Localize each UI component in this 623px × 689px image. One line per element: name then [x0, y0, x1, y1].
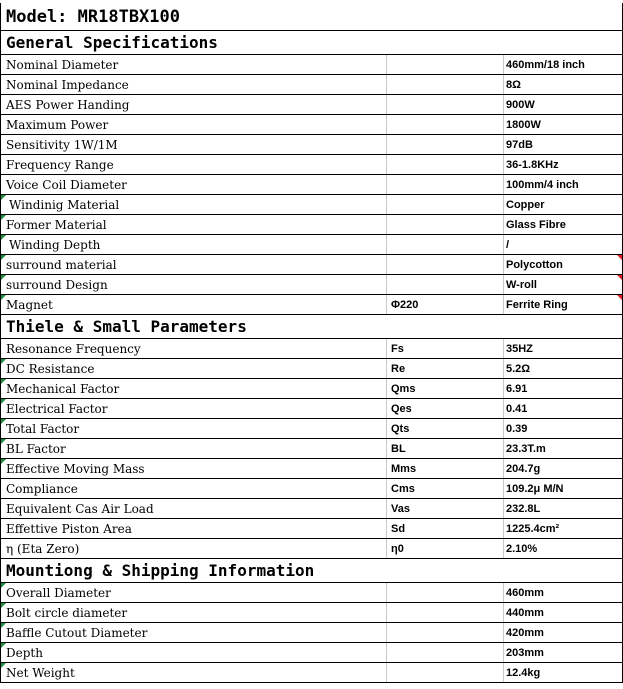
param-name: Bolt circle diameter [1, 603, 387, 622]
param-value: 900W [506, 98, 535, 111]
param-name: Overall Diameter [1, 583, 387, 602]
param-name: Total Factor [1, 419, 387, 438]
table-row[interactable] [1, 479, 622, 499]
table-row[interactable] [1, 135, 622, 155]
param-value: 203mm [506, 646, 544, 659]
param-name: Former Material [1, 215, 387, 234]
table-row[interactable] [1, 623, 622, 643]
param-name: BL Factor [1, 439, 387, 458]
param-value: 8Ω [506, 78, 521, 91]
param-symbol [387, 255, 504, 274]
param-name: Voice Coil Diameter [1, 175, 387, 194]
param-value: 12.4kg [506, 666, 541, 679]
param-symbol: BL [387, 439, 504, 458]
param-value: 35HZ [506, 342, 533, 355]
table-row[interactable] [1, 75, 622, 95]
param-value: / [506, 238, 510, 251]
param-name: Baffle Cutout Diameter [1, 623, 387, 642]
param-value: 232.8L [506, 502, 541, 515]
table-row[interactable] [1, 663, 622, 683]
param-symbol [387, 155, 504, 174]
table-row[interactable] [1, 419, 622, 439]
param-value: 2.10% [506, 542, 538, 555]
param-symbol: η0 [387, 539, 504, 558]
param-symbol [387, 643, 504, 662]
param-symbol [387, 175, 504, 194]
table-row[interactable] [1, 339, 622, 359]
section-general[interactable] [1, 31, 622, 55]
param-symbol: Mms [387, 459, 504, 478]
param-value: 204.7g [506, 462, 541, 475]
param-name: Resonance Frequency [1, 339, 387, 358]
table-row[interactable] [1, 155, 622, 175]
param-symbol: Sd [387, 519, 504, 538]
param-value: 1225.4cm² [506, 522, 560, 535]
param-name: Nominal Impedance [1, 75, 387, 94]
param-value: 460mm [506, 586, 544, 599]
param-name: Electrical Factor [1, 399, 387, 418]
section-title: Mountiong & Shipping Information [6, 561, 315, 580]
param-value: 420mm [506, 626, 544, 639]
model-row[interactable] [1, 3, 622, 31]
param-value: 5.2Ω [506, 362, 531, 375]
table-row[interactable] [1, 359, 622, 379]
section-title: Thiele & Small Parameters [6, 317, 247, 336]
table-row[interactable] [1, 95, 622, 115]
param-value: Ferrite Ring [506, 298, 568, 311]
table-row[interactable] [1, 255, 622, 275]
param-name: Mechanical Factor [1, 379, 387, 398]
param-symbol: Cms [387, 479, 504, 498]
param-symbol [387, 215, 504, 234]
table-row[interactable] [1, 379, 622, 399]
param-symbol: Re [387, 359, 504, 378]
table-row[interactable] [1, 215, 622, 235]
param-name: AES Power Handing [1, 95, 387, 114]
param-symbol [387, 275, 504, 294]
param-symbol: Vas [387, 499, 504, 518]
table-row[interactable] [1, 643, 622, 663]
param-name: Winding Depth [1, 235, 387, 254]
param-name: Frequency Range [1, 155, 387, 174]
param-value: Glass Fibre [506, 218, 566, 231]
param-name: Effettive Piston Area [1, 519, 387, 538]
comment-indicator-icon[interactable] [617, 275, 622, 280]
param-symbol: Fs [387, 339, 504, 358]
param-symbol [387, 603, 504, 622]
param-symbol [387, 115, 504, 134]
table-row[interactable] [1, 55, 622, 75]
param-value: 6.91 [506, 382, 528, 395]
table-row[interactable] [1, 115, 622, 135]
table-row[interactable] [1, 295, 622, 315]
table-row[interactable] [1, 399, 622, 419]
table-row[interactable] [1, 583, 622, 603]
param-symbol [387, 235, 504, 254]
param-name: Windinig Material [1, 195, 387, 214]
table-row[interactable] [1, 235, 622, 255]
table-row[interactable] [1, 275, 622, 295]
param-symbol: Qes [387, 399, 504, 418]
param-value: 440mm [506, 606, 544, 619]
section-title: General Specifications [6, 33, 218, 52]
param-name: surround Design [1, 275, 387, 294]
param-symbol [387, 135, 504, 154]
param-symbol [387, 623, 504, 642]
param-name: Depth [1, 643, 387, 662]
param-name: Net Weight [1, 663, 387, 682]
param-name: Nominal Diameter [1, 55, 387, 74]
param-name: surround material [1, 255, 387, 274]
model-label: Model: MR18TBX100 [6, 6, 180, 27]
comment-indicator-icon[interactable] [617, 295, 622, 300]
table-row[interactable] [1, 459, 622, 479]
param-value: 23.3T.m [506, 442, 546, 455]
param-symbol: Φ220 [387, 295, 504, 314]
param-value: 100mm/4 inch [506, 178, 579, 191]
param-value: 36-1.8KHz [506, 158, 559, 171]
param-name: Equivalent Cas Air Load [1, 499, 387, 518]
comment-indicator-icon[interactable] [617, 255, 622, 260]
param-symbol: Qms [387, 379, 504, 398]
param-name: Effective Moving Mass [1, 459, 387, 478]
param-value: 0.39 [506, 422, 528, 435]
spec-sheet [0, 3, 623, 683]
table-row[interactable] [1, 603, 622, 623]
section-thiele-small[interactable] [1, 315, 622, 339]
param-symbol [387, 55, 504, 74]
param-name: Compliance [1, 479, 387, 498]
param-symbol [387, 95, 504, 114]
table-row[interactable] [1, 175, 622, 195]
param-symbol [387, 195, 504, 214]
param-value: 460mm/18 inch [506, 58, 585, 71]
param-symbol: Qts [387, 419, 504, 438]
param-name: Maximum Power [1, 115, 387, 134]
param-value: 0.41 [506, 402, 528, 415]
param-value: 1800W [506, 118, 541, 131]
param-symbol [387, 75, 504, 94]
section-mounting-shipping[interactable] [1, 559, 622, 583]
param-value: 109.2μ M/N [506, 482, 564, 495]
param-name: Magnet [1, 295, 387, 314]
table-row[interactable] [1, 519, 622, 539]
table-row[interactable] [1, 499, 622, 519]
param-value: Copper [506, 198, 545, 211]
table-row[interactable] [1, 195, 622, 215]
param-name: DC Resistance [1, 359, 387, 378]
param-name: η (Eta Zero) [1, 539, 387, 558]
table-row[interactable] [1, 539, 622, 559]
param-value: 97dB [506, 138, 533, 151]
param-value: W-roll [506, 278, 537, 291]
param-symbol [387, 663, 504, 682]
param-symbol [387, 583, 504, 602]
param-value: Polycotton [506, 258, 563, 271]
param-name: Sensitivity 1W/1M [1, 135, 387, 154]
table-row[interactable] [1, 439, 622, 459]
